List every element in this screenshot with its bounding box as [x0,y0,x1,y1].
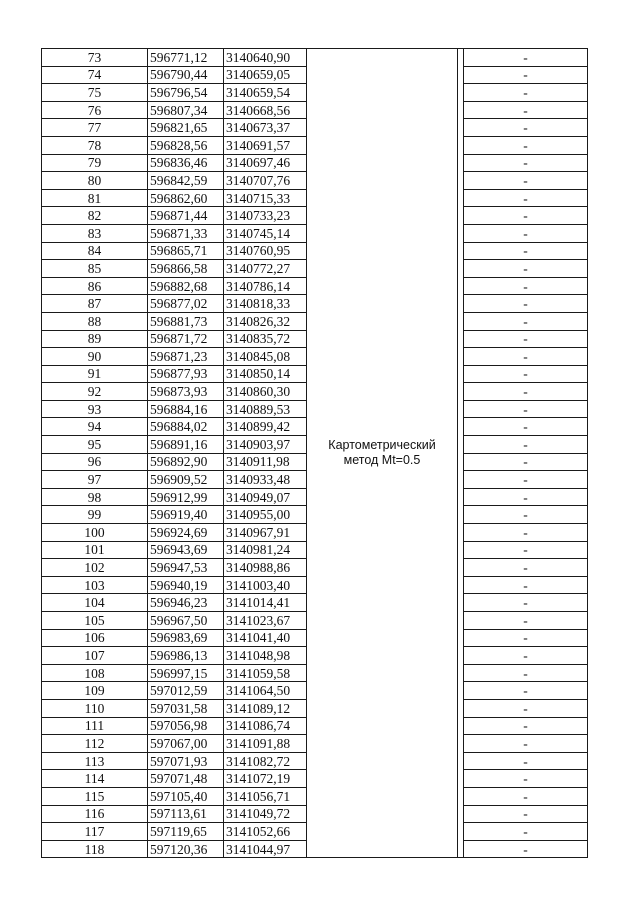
point-number-cell: 108 [42,664,148,682]
error-value-cell: - [464,752,588,770]
error-value-cell: - [464,348,588,366]
y-coordinate-cell: 3140949,07 [224,488,307,506]
method-line-1: Картометрический [328,438,436,453]
x-coordinate-cell: 596912,99 [148,488,224,506]
error-value-cell: - [464,840,588,858]
x-coordinate-cell: 596862,60 [148,189,224,207]
coordinates-table [41,48,588,858]
x-coordinate-cell: 597113,61 [148,805,224,823]
y-coordinate-cell: 3141086,74 [224,717,307,735]
error-value-cell: - [464,506,588,524]
x-coordinate-cell: 597012,59 [148,682,224,700]
x-coordinate-cell: 597031,58 [148,699,224,717]
y-coordinate-cell: 3140659,05 [224,66,307,84]
point-number-cell: 98 [42,488,148,506]
y-coordinate-cell: 3140733,23 [224,207,307,225]
y-coordinate-cell: 3140967,91 [224,524,307,542]
point-number-cell: 93 [42,400,148,418]
error-value-cell: - [464,330,588,348]
point-number-cell: 105 [42,612,148,630]
error-value-cell: - [464,612,588,630]
error-value-cell: - [464,559,588,577]
y-coordinate-cell: 3140988,86 [224,559,307,577]
x-coordinate-cell: 596947,53 [148,559,224,577]
y-coordinate-cell: 3141091,88 [224,735,307,753]
x-coordinate-cell: 596865,71 [148,242,224,260]
y-coordinate-cell: 3141044,97 [224,840,307,858]
point-number-cell: 81 [42,189,148,207]
error-value-cell: - [464,400,588,418]
error-value-cell: - [464,471,588,489]
x-coordinate-cell: 596871,23 [148,348,224,366]
x-coordinate-cell: 596882,68 [148,277,224,295]
x-coordinate-cell: 596884,02 [148,418,224,436]
point-number-cell: 85 [42,260,148,278]
error-value-cell: - [464,770,588,788]
error-value-cell: - [464,66,588,84]
point-number-cell: 79 [42,154,148,172]
x-coordinate-cell: 597119,65 [148,823,224,841]
x-coordinate-cell: 597056,98 [148,717,224,735]
x-coordinate-cell: 597071,48 [148,770,224,788]
error-value-cell: - [464,224,588,242]
y-coordinate-cell: 3140707,76 [224,172,307,190]
error-value-cell: - [464,207,588,225]
y-coordinate-cell: 3141064,50 [224,682,307,700]
y-coordinate-cell: 3140981,24 [224,541,307,559]
point-number-cell: 114 [42,770,148,788]
coordinates-table-body [42,49,588,858]
error-value-cell: - [464,524,588,542]
y-coordinate-cell: 3141072,19 [224,770,307,788]
error-value-cell: - [464,154,588,172]
error-value-cell: - [464,787,588,805]
y-coordinate-cell: 3140715,33 [224,189,307,207]
error-value-cell: - [464,594,588,612]
point-number-cell: 73 [42,49,148,67]
y-coordinate-cell: 3141014,41 [224,594,307,612]
y-coordinate-cell: 3140668,56 [224,101,307,119]
y-coordinate-cell: 3140899,42 [224,418,307,436]
y-coordinate-cell: 3140818,33 [224,295,307,313]
error-value-cell: - [464,418,588,436]
point-number-cell: 110 [42,699,148,717]
y-coordinate-cell: 3140845,08 [224,348,307,366]
x-coordinate-cell: 596821,65 [148,119,224,137]
error-value-cell: - [464,383,588,401]
x-coordinate-cell: 596884,16 [148,400,224,418]
error-value-cell: - [464,453,588,471]
error-value-cell: - [464,365,588,383]
x-coordinate-cell: 597067,00 [148,735,224,753]
point-number-cell: 117 [42,823,148,841]
error-value-cell: - [464,172,588,190]
x-coordinate-cell: 597120,36 [148,840,224,858]
point-number-cell: 86 [42,277,148,295]
error-value-cell: - [464,312,588,330]
point-number-cell: 107 [42,647,148,665]
x-coordinate-cell: 596771,12 [148,49,224,67]
x-coordinate-cell: 596909,52 [148,471,224,489]
point-number-cell: 76 [42,101,148,119]
y-coordinate-cell: 3140772,27 [224,260,307,278]
point-number-cell: 116 [42,805,148,823]
x-coordinate-cell: 596796,54 [148,84,224,102]
error-value-cell: - [464,629,588,647]
x-coordinate-cell: 596919,40 [148,506,224,524]
error-value-cell: - [464,488,588,506]
x-coordinate-cell: 596790,44 [148,66,224,84]
method-cell [307,49,458,858]
error-value-cell: - [464,84,588,102]
x-coordinate-cell: 596891,16 [148,436,224,454]
point-number-cell: 88 [42,312,148,330]
error-value-cell: - [464,242,588,260]
point-number-cell: 97 [42,471,148,489]
error-value-cell: - [464,576,588,594]
error-value-cell: - [464,647,588,665]
x-coordinate-cell: 596892,90 [148,453,224,471]
x-coordinate-cell: 596940,19 [148,576,224,594]
y-coordinate-cell: 3140745,14 [224,224,307,242]
error-value-cell: - [464,699,588,717]
error-value-cell: - [464,119,588,137]
point-number-cell: 103 [42,576,148,594]
point-number-cell: 95 [42,436,148,454]
y-coordinate-cell: 3140640,90 [224,49,307,67]
point-number-cell: 100 [42,524,148,542]
error-value-cell: - [464,823,588,841]
point-number-cell: 99 [42,506,148,524]
point-number-cell: 84 [42,242,148,260]
point-number-cell: 115 [42,787,148,805]
error-value-cell: - [464,664,588,682]
error-value-cell: - [464,189,588,207]
y-coordinate-cell: 3140933,48 [224,471,307,489]
error-value-cell: - [464,541,588,559]
y-coordinate-cell: 3140786,14 [224,277,307,295]
x-coordinate-cell: 596967,50 [148,612,224,630]
y-coordinate-cell: 3141052,66 [224,823,307,841]
x-coordinate-cell: 596986,13 [148,647,224,665]
x-coordinate-cell: 596828,56 [148,136,224,154]
point-number-cell: 83 [42,224,148,242]
x-coordinate-cell: 596877,02 [148,295,224,313]
y-coordinate-cell: 3141041,40 [224,629,307,647]
point-number-cell: 118 [42,840,148,858]
point-number-cell: 91 [42,365,148,383]
y-coordinate-cell: 3140691,57 [224,136,307,154]
x-coordinate-cell: 597071,93 [148,752,224,770]
x-coordinate-cell: 596866,58 [148,260,224,278]
point-number-cell: 112 [42,735,148,753]
error-value-cell: - [464,295,588,313]
x-coordinate-cell: 596997,15 [148,664,224,682]
point-number-cell: 82 [42,207,148,225]
point-number-cell: 113 [42,752,148,770]
y-coordinate-cell: 3140826,32 [224,312,307,330]
y-coordinate-cell: 3141003,40 [224,576,307,594]
point-number-cell: 74 [42,66,148,84]
point-number-cell: 80 [42,172,148,190]
point-number-cell: 94 [42,418,148,436]
point-number-cell: 96 [42,453,148,471]
point-number-cell: 75 [42,84,148,102]
point-number-cell: 109 [42,682,148,700]
y-coordinate-cell: 3140760,95 [224,242,307,260]
error-value-cell: - [464,101,588,119]
error-value-cell: - [464,49,588,67]
point-number-cell: 87 [42,295,148,313]
x-coordinate-cell: 596842,59 [148,172,224,190]
x-coordinate-cell: 596871,44 [148,207,224,225]
y-coordinate-cell: 3141059,58 [224,664,307,682]
point-number-cell: 102 [42,559,148,577]
error-value-cell: - [464,717,588,735]
point-number-cell: 78 [42,136,148,154]
point-number-cell: 92 [42,383,148,401]
y-coordinate-cell: 3141089,12 [224,699,307,717]
point-number-cell: 90 [42,348,148,366]
y-coordinate-cell: 3140903,97 [224,436,307,454]
x-coordinate-cell: 596807,34 [148,101,224,119]
y-coordinate-cell: 3141082,72 [224,752,307,770]
method-line-2: метод Mt=0.5 [343,453,421,468]
y-coordinate-cell: 3140659,54 [224,84,307,102]
x-coordinate-cell: 596983,69 [148,629,224,647]
y-coordinate-cell: 3141049,72 [224,805,307,823]
point-number-cell: 106 [42,629,148,647]
error-value-cell: - [464,735,588,753]
x-coordinate-cell: 597105,40 [148,787,224,805]
x-coordinate-cell: 596943,69 [148,541,224,559]
y-coordinate-cell: 3140889,53 [224,400,307,418]
x-coordinate-cell: 596836,46 [148,154,224,172]
table-row [42,49,588,67]
y-coordinate-cell: 3140697,46 [224,154,307,172]
y-coordinate-cell: 3140850,14 [224,365,307,383]
y-coordinate-cell: 3140955,00 [224,506,307,524]
error-value-cell: - [464,436,588,454]
error-value-cell: - [464,805,588,823]
y-coordinate-cell: 3140673,37 [224,119,307,137]
y-coordinate-cell: 3140835,72 [224,330,307,348]
y-coordinate-cell: 3141023,67 [224,612,307,630]
x-coordinate-cell: 596881,73 [148,312,224,330]
x-coordinate-cell: 596946,23 [148,594,224,612]
point-number-cell: 77 [42,119,148,137]
y-coordinate-cell: 3141056,71 [224,787,307,805]
error-value-cell: - [464,136,588,154]
error-value-cell: - [464,260,588,278]
point-number-cell: 89 [42,330,148,348]
error-value-cell: - [464,682,588,700]
point-number-cell: 104 [42,594,148,612]
x-coordinate-cell: 596871,72 [148,330,224,348]
point-number-cell: 111 [42,717,148,735]
x-coordinate-cell: 596873,93 [148,383,224,401]
y-coordinate-cell: 3141048,98 [224,647,307,665]
x-coordinate-cell: 596877,93 [148,365,224,383]
x-coordinate-cell: 596924,69 [148,524,224,542]
y-coordinate-cell: 3140860,30 [224,383,307,401]
error-value-cell: - [464,277,588,295]
y-coordinate-cell: 3140911,98 [224,453,307,471]
point-number-cell: 101 [42,541,148,559]
x-coordinate-cell: 596871,33 [148,224,224,242]
